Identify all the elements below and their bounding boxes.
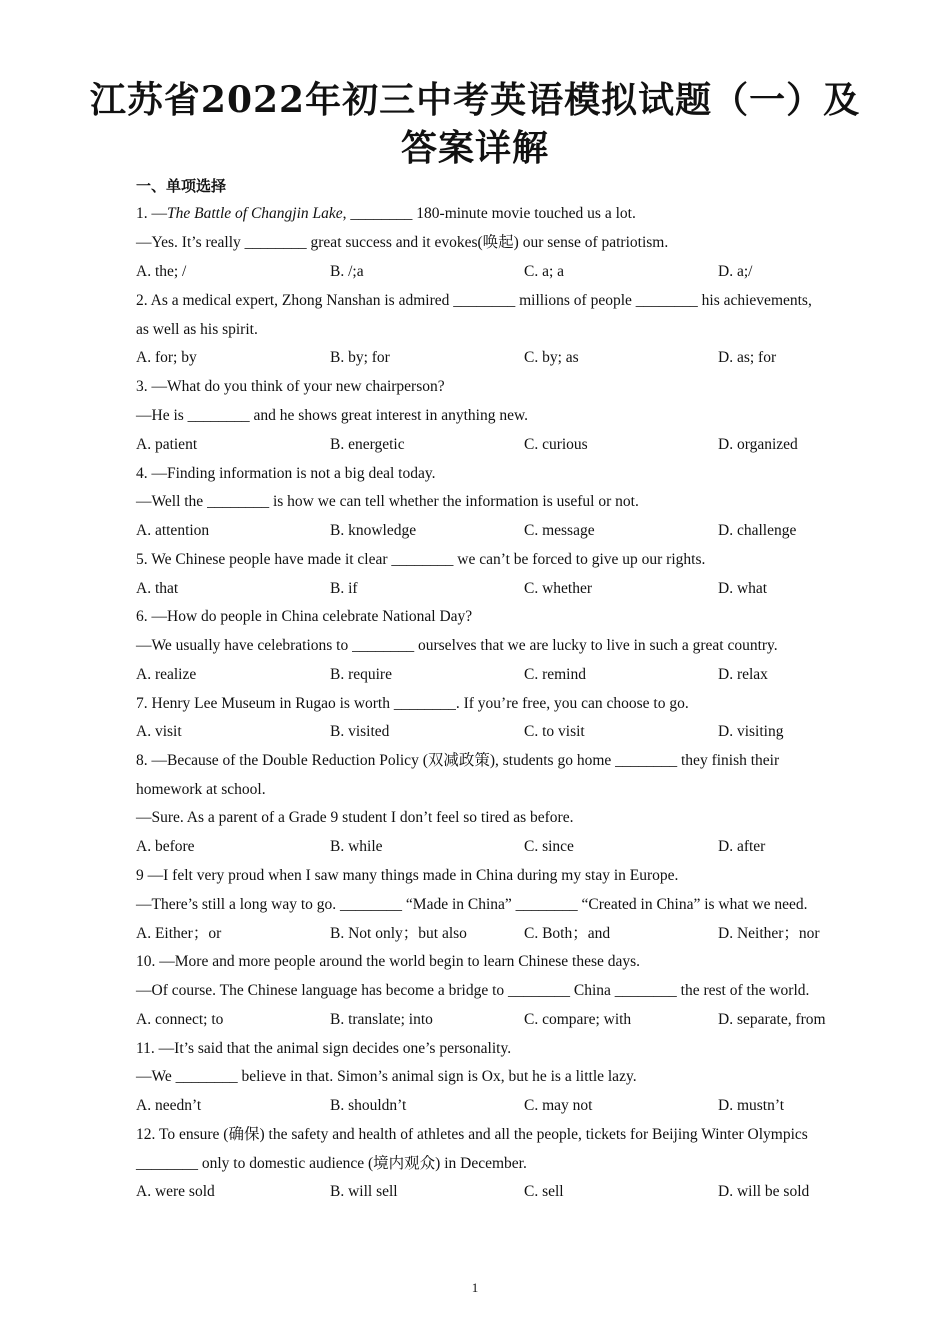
question-8-stem: 8. —Because of the Double Reduction Policy (双减政策), students go home ________ they finish their	[136, 752, 780, 769]
page-number: 1	[471, 1280, 479, 1295]
q7-option-b: B. visited	[330, 723, 390, 740]
q2-option-d: D. as; for	[718, 349, 777, 366]
question-3-stem: 3. —What do you think of your new chairperson?	[136, 378, 445, 395]
q5-option-b: B. if	[330, 580, 358, 597]
q6-option-d: D. relax	[718, 666, 768, 683]
question-10-stem: 10. —More and more people around the world begin to learn Chinese these days.	[136, 953, 641, 970]
q7-option-a: A. visit	[136, 723, 182, 740]
q2-option-b: B. by; for	[330, 349, 390, 366]
q11-option-d: D. mustn’t	[718, 1097, 785, 1114]
question-10-reply: —Of course. The Chinese language has become a bridge to ________ China ________ the rest of the world.	[136, 982, 810, 999]
question-11-reply: —We ________ believe in that. Simon’s animal sign is Ox, but he is a little lazy.	[136, 1068, 637, 1085]
q9-option-b: B. Not only；but also	[330, 925, 467, 942]
q8-option-a: A. before	[136, 838, 195, 855]
q7-option-d: D. visiting	[718, 723, 784, 740]
q10-option-d: D. separate, from	[718, 1011, 826, 1028]
q9-option-a: A. Either；or	[136, 925, 222, 942]
q5-option-a: A. that	[136, 580, 179, 597]
question-5-stem: 5. We Chinese people have made it clear ________ we can’t be forced to give up our rights.	[136, 551, 706, 568]
question-2-stem: 2. As a medical expert, Zhong Nanshan is admired ________ millions of people ________ his achievements,	[136, 292, 812, 309]
q12-option-b: B. will sell	[330, 1183, 398, 1200]
q6-option-a: A. realize	[136, 666, 197, 683]
q3-option-a: A. patient	[136, 436, 198, 453]
question-4-reply: —Well the ________ is how we can tell whether the information is useful or not.	[136, 493, 639, 510]
q4-option-c: C. message	[524, 522, 595, 539]
question-1-stem: 1. —The Battle of Changjin Lake, ________ 180-minute movie touched us a lot.	[136, 205, 636, 222]
movie-title: The Battle of Changjin Lake	[167, 205, 343, 222]
q8-option-c: C. since	[524, 838, 574, 855]
question-2-stem-cont: as well as his spirit.	[136, 321, 258, 338]
q2-option-c: C. by; as	[524, 349, 579, 366]
section-heading: 一、单项选择	[136, 177, 227, 195]
q3-option-c: C. curious	[524, 436, 588, 453]
q5-option-c: C. whether	[524, 580, 593, 597]
question-11-stem: 11. —It’s said that the animal sign decides one’s personality.	[136, 1040, 512, 1057]
question-6-stem: 6. —How do people in China celebrate National Day?	[136, 608, 473, 625]
question-9-stem: 9 —I felt very proud when I saw many things made in China during my stay in Europe.	[136, 867, 679, 884]
q6-option-c: C. remind	[524, 666, 586, 683]
q10-option-a: A. connect; to	[136, 1011, 224, 1028]
document-title-line-1: 江苏省2022年初三中考英语模拟试题（一）及	[89, 79, 861, 121]
q4-option-a: A. attention	[136, 522, 210, 539]
question-12-stem-cont: ________ only to domestic audience (境内观众) in December.	[136, 1155, 527, 1172]
question-6-reply: —We usually have celebrations to ________ ourselves that we are lucky to live in such a great country.	[136, 637, 778, 654]
q3-option-d: D. organized	[718, 436, 798, 453]
question-7-stem: 7. Henry Lee Museum in Rugao is worth ________. If you’re free, you can choose to go.	[136, 695, 689, 712]
q10-option-c: C. compare; with	[524, 1011, 632, 1028]
question-9-reply: —There’s still a long way to go. ________ “Made in China” ________ “Created in China” is what we need.	[136, 896, 808, 913]
q10-option-b: B. translate; into	[330, 1011, 433, 1028]
question-8-reply: —Sure. As a parent of a Grade 9 student I don’t feel so tired as before.	[136, 809, 574, 826]
q12-option-d: D. will be sold	[718, 1183, 810, 1200]
q1-option-c: C. a; a	[524, 263, 565, 280]
q12-option-a: A. were sold	[136, 1183, 215, 1200]
q11-option-b: B. shouldn’t	[330, 1097, 407, 1114]
q11-option-a: A. needn’t	[136, 1097, 202, 1114]
q8-option-d: D. after	[718, 838, 766, 855]
question-8-stem-cont: homework at school.	[136, 781, 266, 798]
q4-option-b: B. knowledge	[330, 522, 417, 539]
q1-option-b: B. /;a	[330, 263, 364, 280]
q7-option-c: C. to visit	[524, 723, 585, 740]
question-12-stem: 12. To ensure (确保) the safety and health of athletes and all the people, tickets for Beijing Winter Olympics	[136, 1126, 808, 1143]
q1-option-d: D. a;/	[718, 263, 753, 280]
question-3-reply: —He is ________ and he shows great interest in anything new.	[136, 407, 529, 424]
document-title-line-2: 答案详解	[400, 127, 549, 169]
question-4-stem: 4. —Finding information is not a big deal today.	[136, 465, 436, 482]
q5-option-d: D. what	[718, 580, 768, 597]
q2-option-a: A. for; by	[136, 349, 197, 366]
q6-option-b: B. require	[330, 666, 392, 683]
q9-option-c: C. Both；and	[524, 925, 611, 942]
q4-option-d: D. challenge	[718, 522, 797, 539]
q8-option-b: B. while	[330, 838, 383, 855]
q12-option-c: C. sell	[524, 1183, 564, 1200]
q9-option-d: D. Neither；nor	[718, 925, 820, 942]
q3-option-b: B. energetic	[330, 436, 405, 453]
question-1-reply: —Yes. It’s really ________ great success and it evokes(唤起) our sense of patriotism.	[136, 234, 669, 251]
q11-option-c: C. may not	[524, 1097, 593, 1114]
q1-option-a: A. the; /	[136, 263, 187, 280]
